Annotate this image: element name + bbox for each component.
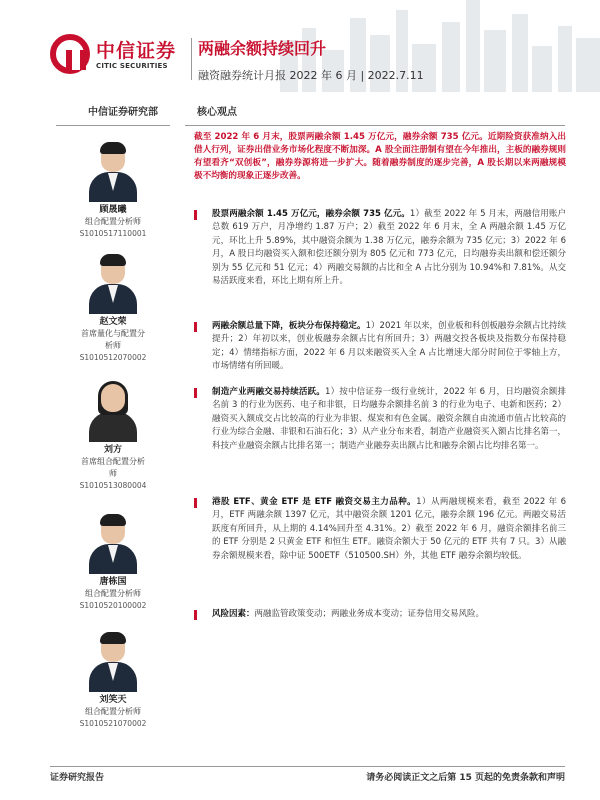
key-point-lead: 风险因素： [212,609,255,619]
report-subtitle: 融资融券统计月报 2022 年 6 月 | 2022.7.11 [198,69,424,82]
analyst-role-cont: 师 [109,469,117,478]
analyst-photo [87,380,139,442]
key-point-body: 两融监管政策变动；两融业务成本变动；证券信用交易风险。 [254,609,485,619]
report-header [0,0,600,92]
analyst-role: 组合配置分析师 [85,707,141,716]
key-point-body: 1）从两融规模来看，截至 2022 年 6 月，ETF 两融余额 1397 亿元，其中融资余额 1201 亿元，融券余额 196 亿元。两融交易活跃度有所回升，从上期的 4.14%回升至 4.31%。2）截至 2022 年 6 月，融资余额排名前三的 ETF 分别是 2 只黄金 ETF 和恒生 ETF。融资余额大于 50 亿元的 ETF 共有 7 只。3）从融券余额规模来看，除中证 500ETF（510500.SH）外，其他 ETF 融券余额均较低。 [212,497,567,561]
bullet-marker [194,498,197,508]
analyst-card [56,630,170,729]
analyst-name: 唐栋国 [99,577,127,587]
key-point [194,208,566,288]
analyst-card [56,380,170,491]
analyst-card [56,512,170,611]
header-divider [191,38,192,80]
bullet-marker [194,322,197,332]
analyst-name: 顾晟曦 [99,205,127,215]
analyst-name: 赵文荣 [99,317,127,327]
summary-paragraph: 截至 2022 年 6 月末，股票两融余额 1.45 万亿元，融券余额 735 亿元。近期险资获准纳入出借人行列，证券出借业务市场化程度不断加深。A 股全面注册制有望在今年推出，主板的融券规则有望看齐“双创板”，融券券源将进一步扩大。随着融券制度的逐步完善，A 股长期以来两融规模极不均衡的现象正逐步改善。 [194,132,566,181]
research-dept-heading: 中信证券研究部 [56,106,170,126]
key-point-lead: 制造产业两融交易持续活跃。 [212,387,325,397]
analyst-card [56,252,170,363]
analyst-license-id: S1010512070002 [79,353,147,362]
analyst-photo [87,140,139,202]
key-point [194,496,566,563]
analyst-role: 组合配置分析师 [85,589,141,598]
analyst-license-id: S1010520100002 [79,601,147,610]
analyst-name: 刘方 [103,445,122,455]
key-point-body: 1）2021 年以来，创业板和科创板融券余额占比持续提升；2）年初以来，创业板融券余额占比有所回升；3）两融交投各板块及指数分布保持稳定；4）情绪指标方面，2022 年 6 月以来融资买入全 A 占比增速大部分时间位于零轴上方，市场情绪有所回暖。 [212,321,566,372]
key-point [194,320,566,374]
analyst-role: 首席量化与配置分 [81,329,145,338]
bullet-marker [194,388,197,398]
analyst-card [56,140,170,239]
analyst-photo [87,630,139,692]
key-point [194,608,566,621]
key-point-lead: 港股 ETF、黄金 ETF 是 ETF 融资交易主力品种。 [212,497,417,507]
logo-text-cn: 中信证券 [96,40,177,62]
footer-divider [50,766,565,767]
analyst-photo [87,252,139,314]
analyst-license-id: S1010513080004 [79,481,147,490]
footer-report-type: 证券研究报告 [50,773,105,783]
analyst-role-cont: 析师 [105,341,121,350]
analyst-photo [87,512,139,574]
citic-logo [50,34,185,78]
citic-logo-mark [50,34,90,74]
analyst-license-id: S1010521070002 [79,719,147,728]
analyst-role: 组合配置分析师 [85,217,141,226]
core-views-heading: 核心观点 [185,106,565,126]
analyst-role: 首席组合配置分析 [81,457,145,466]
footer-disclaimer: 请务必阅读正文之后第 15 页起的免责条款和声明 [366,773,565,783]
key-point-lead: 股票两融余额 1.45 万亿元，融券余额 735 亿元。 [212,209,410,219]
bullet-marker [194,210,197,220]
key-point-body: 1）截至 2022 年 5 月末，两融信用账户总数 619 万户，月净增约 1.87 万户；2）截至 2022 年 6 月末，全 A 两融余额 1.45 万亿元，环比上升 5.89%，其中融资余额为 1.38 万亿元，融券余额为 735 亿元；3）2022 年 6 月，A 股日均融资买入额和偿还额分别为 805 亿元和 773 亿元，日均融券卖出额和偿还额分别为 55 亿元和 51 亿元；4）两融交易额的占比和全 A 占比分别为 10.94%和 7.81%。从交易活跃度来看，环比上期有所上升。 [212,209,566,287]
report-title: 两融余额持续回升 [198,39,327,58]
bullet-marker [194,610,197,620]
analyst-name: 刘笑天 [99,695,127,705]
key-point-lead: 两融余额总量下降，板块分布保持稳定。 [212,321,366,331]
analyst-license-id: S1010517110001 [79,229,147,238]
key-point [194,386,566,453]
logo-text-en: CITIC SECURITIES [96,62,168,70]
key-point-body: 1）按中信证券一级行业统计，2022 年 6 月，日均融资余额排名前 3 的行业为医药、电子和非银，日均融券余额排名前 3 的行业为电子、电新和医药；2）融资买入额成交占比较高的行业为非银、煤炭和有色金属。融资余额自由流通市值占比较高的行业为综合金融、非银和石油石化；3）从产业分布来看，制造产业融资买入额占比排名第一，科技产业融资余额占比排名第一；制造产业融券卖出额占比和融券余额占比均排名第一。 [212,387,566,451]
